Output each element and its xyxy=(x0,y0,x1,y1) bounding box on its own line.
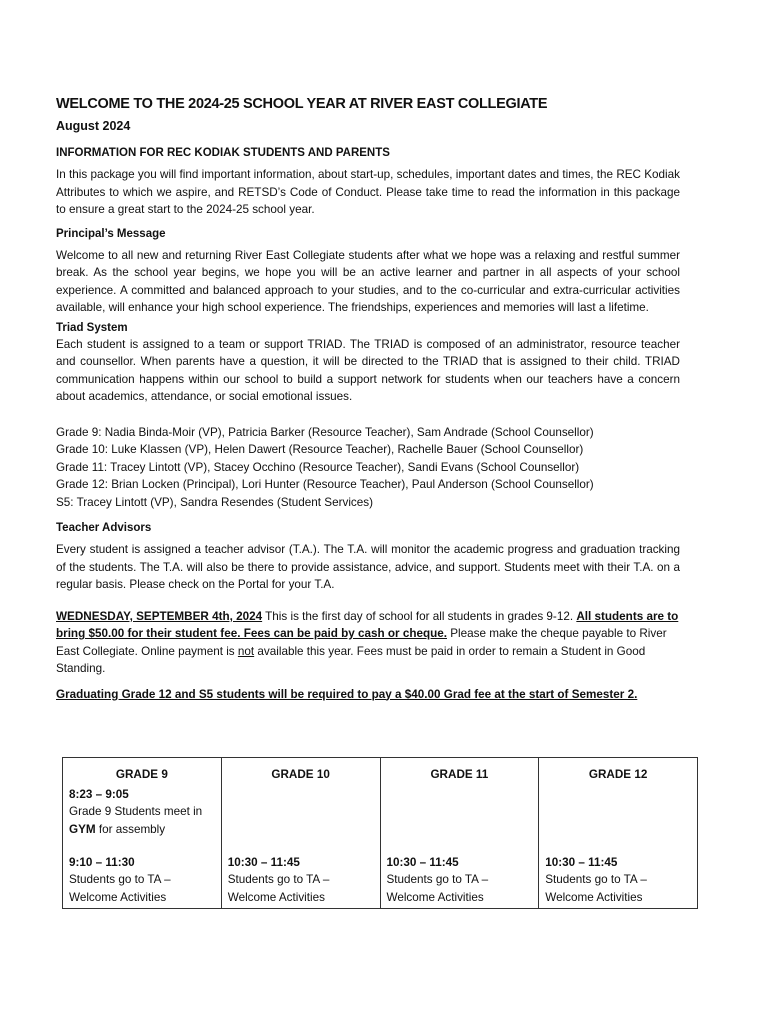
assembly-text xyxy=(69,803,215,838)
first-day-text-end: . xyxy=(569,609,577,623)
first-day-paragraph xyxy=(56,608,680,678)
column-header-grade-11: GRADE 11 xyxy=(380,758,539,784)
ta-time: 10:30 – 11:45 xyxy=(545,855,618,869)
list-item: Grade 12: Brian Locken (Principal), Lori Hunter (Resource Teacher), Paul Anderson (School Counsellor) xyxy=(56,478,594,491)
advisors-paragraph: Every student is assigned a teacher advisor (T.A.). The T.A. will monitor the academic progress and graduation tracking of the students. The T.A. will also be there to provide assistance, advice, and support. Students meet with their T.A. on a regular basis. Please check on the Portal for your T.A. xyxy=(56,543,680,591)
assembly-text-part: for assembly xyxy=(95,822,166,836)
info-heading: INFORMATION FOR REC KODIAK STUDENTS AND PARENTS xyxy=(56,147,390,159)
triad-team-list xyxy=(56,424,680,512)
assembly-time: 8:23 – 9:05 xyxy=(69,787,129,801)
first-day-text: This is the first day of school for all students in grades 9-12 xyxy=(262,609,570,623)
first-day-schedule-table xyxy=(62,757,698,909)
ta-time: 10:30 – 11:45 xyxy=(227,855,300,869)
assembly-block xyxy=(69,786,215,854)
ta-time: 9:10 – 11:30 xyxy=(69,855,135,869)
list-item: S5: Tracey Lintott (VP), Sandra Resendes (Student Services) xyxy=(56,495,374,509)
empty-block xyxy=(545,786,691,854)
ta-time: 10:30 – 11:45 xyxy=(386,855,459,869)
gym-label: GYM xyxy=(69,822,96,836)
ta-activity: Students go to TA – Welcome Activities xyxy=(386,873,489,904)
page-title: WELCOME TO THE 2024-25 SCHOOL YEAR AT RIVER EAST COLLEGIATE xyxy=(56,96,548,112)
column-header-grade-10: GRADE 10 xyxy=(221,758,380,784)
principal-paragraph: Welcome to all new and returning River East Collegiate students after what we hope was a relaxing and restful summer break. As the school year begins, we hope you will be an active learner and partner in all aspects of your school experience. A committed and balanced approach to your studies, and to the co-curricular and extra-curricular activities available, will enhance your high school experience. The friendships, experiences and memories will last a lifetime. xyxy=(56,248,680,314)
ta-activity: Students go to TA – Welcome Activities xyxy=(227,873,330,904)
info-paragraph: In this package you will find important information, about start-up, schedules, important dates and times, the REC Kodiak Attributes to which we aspire, and RETSD’s Code of Conduct. Please take time to read the information in this package to ensure a great start to the 2024-25 school year. xyxy=(56,168,680,216)
triad-paragraph: Each student is assigned to a team or support TRIAD. The TRIAD is composed of an administrator, resource teacher and counsellor. When parents have a question, it will be directed to the TRIAD that is assigned to their child. TRIAD communication happens within our school to build a support network for students when our teachers have a concern about academics, attendance, or social emotional issues. xyxy=(56,337,680,403)
document-date: August 2024 xyxy=(56,119,131,133)
table-row xyxy=(63,784,698,909)
first-day-date: WEDNESDAY, SEPTEMBER 4th, 2024 xyxy=(56,609,263,623)
ta-activity: Students go to TA – Welcome Activities xyxy=(69,873,171,904)
good-standing-text: available this year. Fees must be paid in order to remain a Student in Good Standing. xyxy=(56,644,646,675)
cheque-text: Please make the cheque payable to River East Collegiate. Online payment is xyxy=(56,627,667,658)
student-fee-notice: All students are to bring $50.00 for their student fee. Fees can be paid by cash or cheque. xyxy=(56,609,679,640)
grad-fee-notice: Graduating Grade 12 and S5 students will be required to pay a $40.00 Grad fee at the start of Semester 2. xyxy=(56,687,638,701)
assembly-text-part: Grade 9 Students meet in xyxy=(69,805,203,818)
list-item: Grade 9: Nadia Binda-Moir (VP), Patricia Barker (Resource Teacher), Sam Andrade (School Counsellor) xyxy=(56,425,594,439)
table-header-row xyxy=(63,758,698,784)
ta-activity: Students go to TA – Welcome Activities xyxy=(545,873,647,904)
column-header-grade-9: GRADE 9 xyxy=(63,758,222,784)
advisors-heading: Teacher Advisors xyxy=(56,522,152,534)
principal-heading: Principal’s Message xyxy=(56,227,166,240)
column-header-grade-12: GRADE 12 xyxy=(539,758,698,784)
list-item: Grade 10: Luke Klassen (VP), Helen Dawert (Resource Teacher), Rachelle Bauer (School Counsellor) xyxy=(56,443,584,456)
list-item: Grade 11: Tracey Lintott (VP), Stacey Occhino (Resource Teacher), Sandi Evans (School Counsellor) xyxy=(56,460,580,474)
not-word: not xyxy=(237,644,255,658)
grade-11-cell xyxy=(380,784,539,909)
empty-block xyxy=(228,786,374,854)
grade-10-cell xyxy=(221,784,380,909)
triad-heading: Triad System xyxy=(56,321,128,334)
empty-block xyxy=(387,786,533,854)
grade-12-cell xyxy=(539,784,698,909)
document-page xyxy=(56,96,680,703)
grade-9-cell xyxy=(63,784,222,909)
